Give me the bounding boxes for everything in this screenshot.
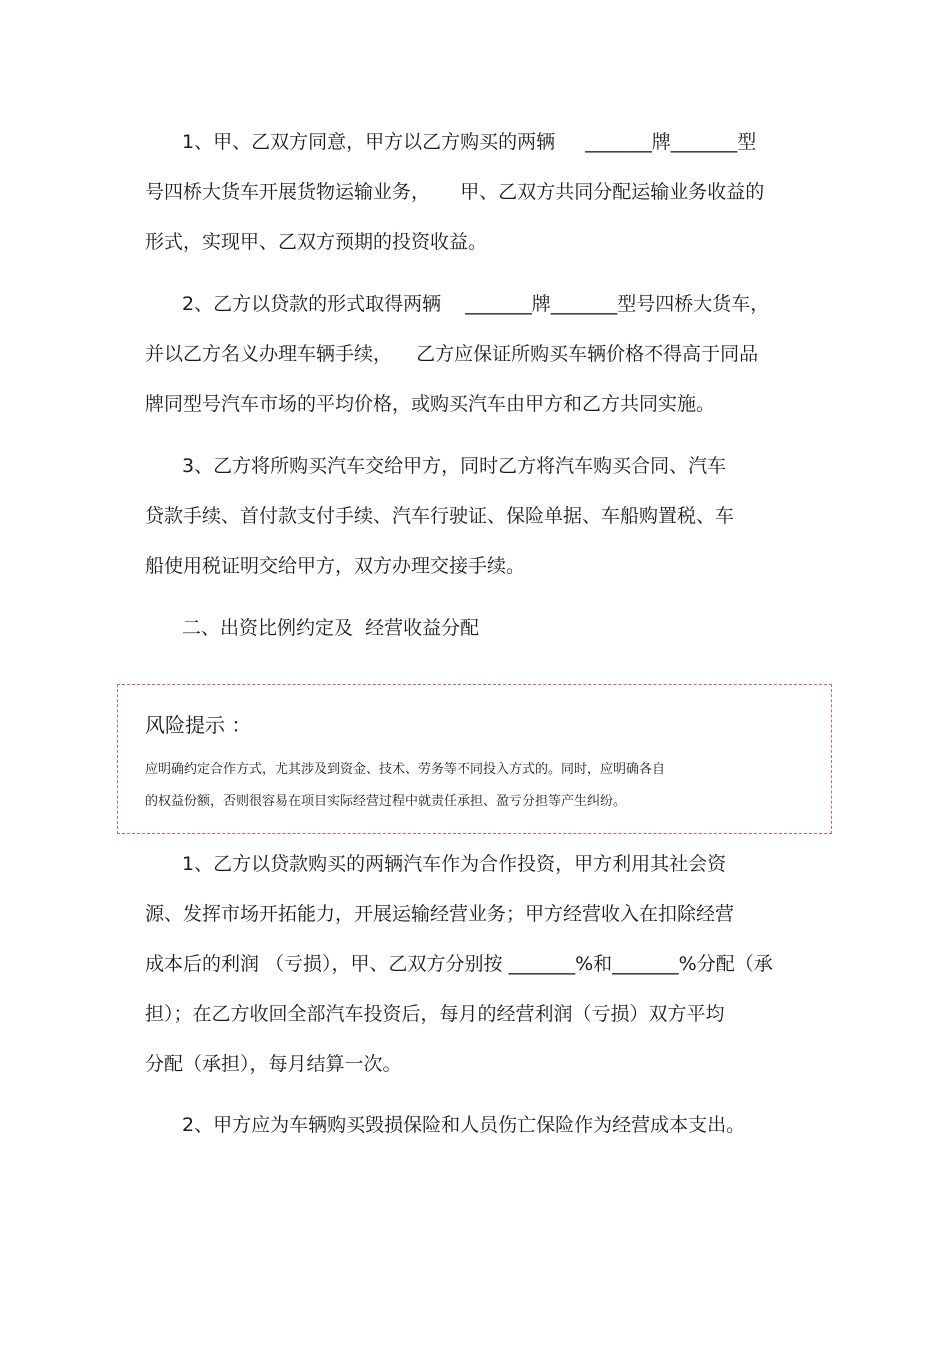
risk-notice-box — [117, 684, 832, 834]
risk-notice-line-2: 的权益份额，否则很容易在项目实际经营过程中就责任承担、盈亏分担等产生纠纷。 — [145, 794, 627, 809]
clause-2-line-3: 牌同型号汽车市场的平均价格，或购买汽车由甲方和乙方共同实施。 — [145, 393, 716, 415]
section-heading: 二、出资比例约定及 经营收益分配 — [182, 617, 480, 639]
risk-notice-title: 风险提示 ： — [145, 713, 252, 737]
profit-clause-1-line-5: 分配（承担），每月结算一次。 — [145, 1053, 402, 1075]
clause-3-line-2: 贷款手续、首付款支付手续、汽车行驶证、保险单据、车船购置税、车 — [145, 505, 735, 527]
clause-3-line-1: 3、乙方将所购买汽车交给甲方，同时乙方将汽车购买合同、汽车 — [182, 455, 727, 477]
profit-clause-1-line-2: 源、发挥市场开拓能力，开展运输经营业务；甲方经营收入在扣除经营 — [145, 903, 735, 925]
clause-1-line-1: 1、甲、乙双方同意，甲方以乙方购买的两辆 _______牌_______型 — [182, 131, 757, 153]
clause-3-line-3: 船使用税证明交给甲方，双方办理交接手续。 — [145, 555, 526, 577]
profit-clause-1-line-4: 担）；在乙方收回全部汽车投资后，每月的经营利润（亏损）双方平均 — [145, 1003, 725, 1025]
profit-clause-1-line-3: 成本后的利润 （亏损），甲、乙双方分别按 _______%和_______%分配（承 — [145, 953, 773, 975]
clause-2-line-1: 2、乙方以贷款的形式取得两辆 _______牌_______型号四桥大货车， — [182, 293, 770, 315]
clause-1-line-2: 号四桥大货车开展货物运输业务， 甲、乙双方共同分配运输业务收益的 — [145, 181, 765, 203]
profit-clause-1-line-1: 1、乙方以贷款购买的两辆汽车作为合作投资，甲方利用其社会资 — [182, 853, 727, 875]
clause-2-line-2: 并以乙方名义办理车辆手续， 乙方应保证所购买车辆价格不得高于同品 — [145, 343, 759, 365]
risk-notice-line-1: 应明确约定合作方式，尤其涉及到资金、技术、劳务等不同投入方式的。同时，应明确各自 — [145, 762, 666, 777]
profit-clause-2: 2、甲方应为车辆购买毁损保险和人员伤亡保险作为经营成本支出。 — [182, 1114, 746, 1136]
clause-1-line-3: 形式，实现甲、乙双方预期的投资收益。 — [145, 231, 488, 253]
